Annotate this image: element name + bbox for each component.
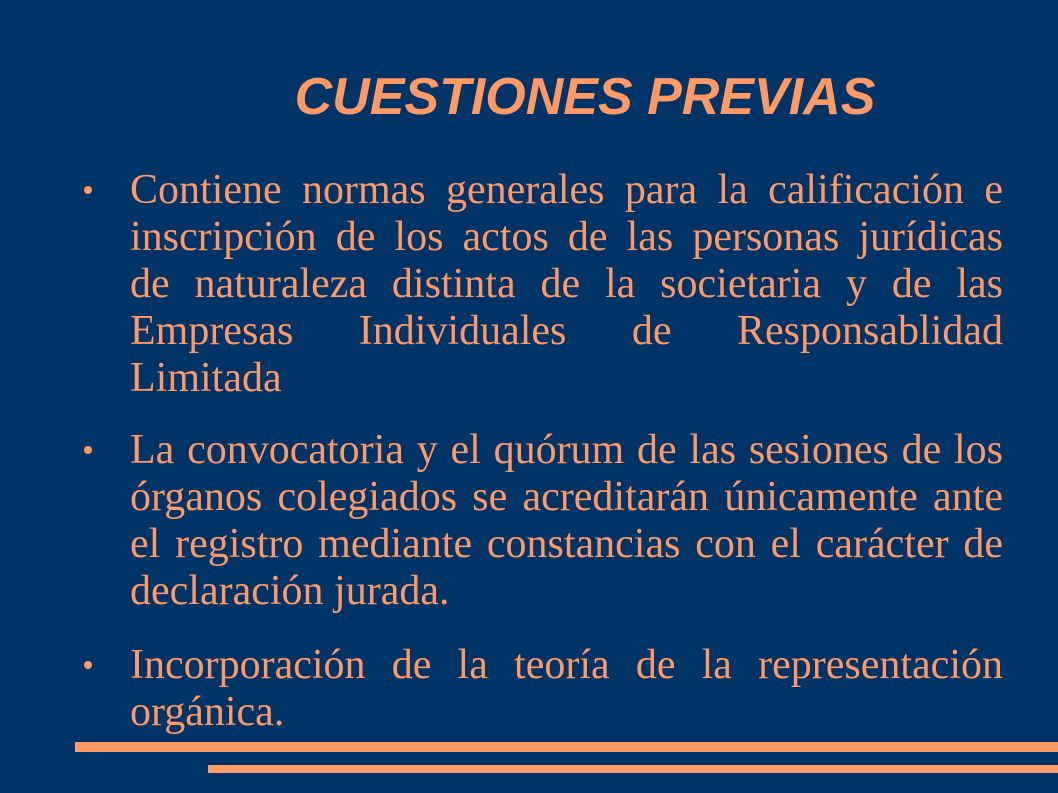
paragraph-line: de naturaleza distinta de la societaria y de las xyxy=(130,261,1003,307)
bullet-paragraph-3 xyxy=(130,642,1003,736)
paragraph-line: Incorporación de la teoría de la representación xyxy=(130,642,1003,688)
bullet-icon xyxy=(84,186,92,194)
decorative-bar-upper xyxy=(75,742,1058,752)
paragraph-line: Limitada xyxy=(130,355,282,401)
paragraph-line: orgánica. xyxy=(130,689,285,735)
paragraph-line: Empresas Individuales de Responsablidad xyxy=(130,308,1003,354)
paragraph-line: declaración jurada. xyxy=(130,568,450,614)
paragraph-line: La convocatoria y el quórum de las sesiones de los xyxy=(130,427,1003,473)
paragraph-line: órganos colegiados se acreditarán únicamente ante xyxy=(130,474,1003,520)
paragraph-line: inscripción de los actos de las personas jurídicas xyxy=(130,214,1003,260)
bullet-paragraph-1 xyxy=(130,167,1003,402)
bullet-icon xyxy=(84,446,92,454)
decorative-bar-lower xyxy=(208,765,1058,773)
paragraph-line: Contiene normas generales para la calificación e xyxy=(130,167,1003,213)
bullet-icon xyxy=(84,661,92,669)
slide-title: CUESTIONES PREVIAS xyxy=(294,68,876,126)
bullet-paragraph-2 xyxy=(130,427,1003,615)
paragraph-line: el registro mediante constancias con el carácter de xyxy=(130,521,1003,567)
